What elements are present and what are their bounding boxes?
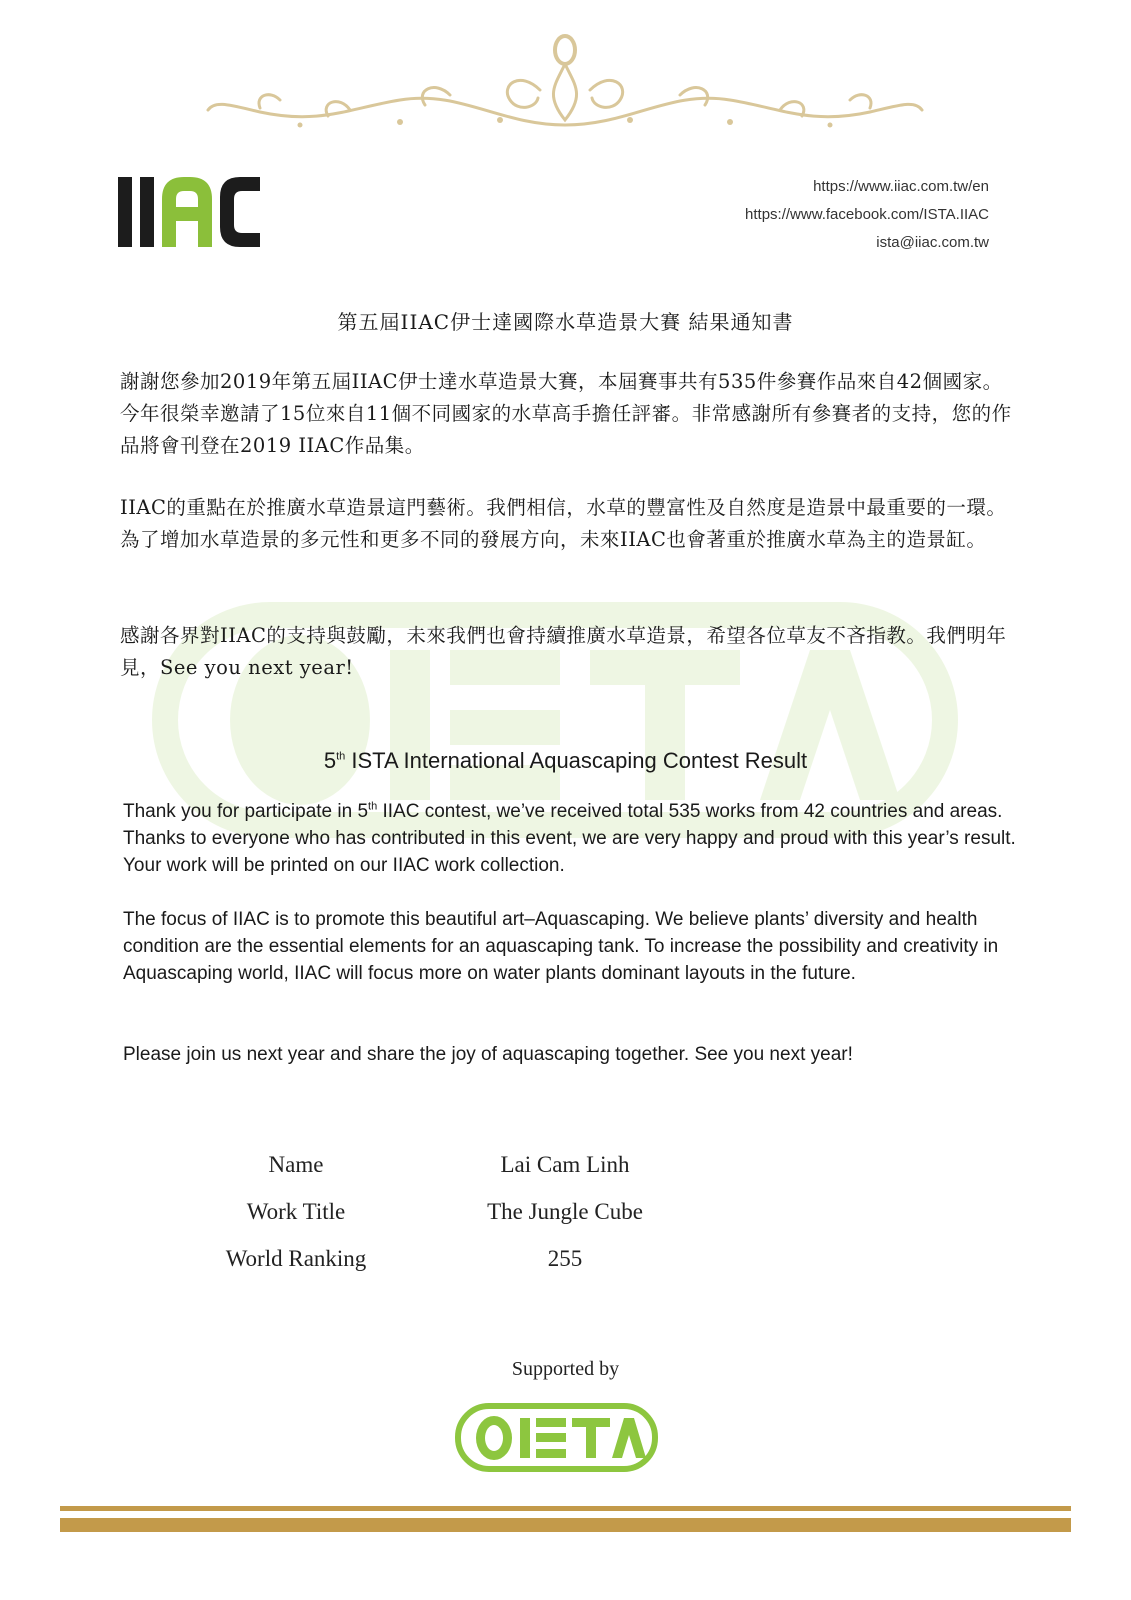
world-ranking-label: World Ranking [225,1246,367,1271]
ista-logo [454,1400,659,1475]
ordinal-suffix: th [368,800,378,813]
english-paragraph [123,798,1023,879]
work-title-value: The Jungle Cube [487,1199,643,1224]
supported-by-label: Supported by [511,1358,620,1380]
gold-ornament [200,30,930,150]
title-ordinal-suffix: th [336,750,346,763]
facebook-link[interactable]: https://www.facebook.com/ISTA.IIAC [745,206,989,223]
iiac-logo [118,175,263,250]
name-value: Lai Cam Linh [500,1152,630,1177]
name-label: Name [268,1152,324,1177]
chinese-paragraph: 感謝各界對IIAC的支持與鼓勵，未來我們也會持續推廣水草造景，希望各位草友不吝指教。我們明年見，See you next year! [120,624,1007,679]
website-link[interactable]: https://www.iiac.com.tw/en [813,178,989,195]
gold-footer-bar [60,1518,1071,1532]
chinese-paragraph: 謝謝您參加2019年第五屆IIAC伊士達水草造景大賽，本屆賽事共有535件參賽作品來自42個國家。今年很榮幸邀請了15位來自11個不同國家的水草高手擔任評審。非常感謝所有參賽者的支持，您的作品將會刊登在2019 IIAC作品集。 [120,370,1012,457]
work-title-label: Work Title [246,1199,346,1224]
title-ordinal-number: 5 [323,748,337,773]
world-ranking-value: 255 [547,1246,583,1271]
chinese-paragraph: IIAC的重點在於推廣水草造景這門藝術。我們相信，水草的豐富性及自然度是造景中最重要的一環。為了增加水草造景的多元性和更多不同的發展方向，未來IIAC也會著重於推廣水草為主的造景缸。 [120,496,1007,551]
title-text: ISTA International Aquascaping Contest Result [345,748,808,773]
paragraph-text: IIAC contest, we’ve received total 535 works from 42 countries and areas. Thanks to everyone who has contributed in this event, we are very happy and proud with this year’s result. Your work will be printed on our IIAC work collection. [123,801,1016,876]
english-title [0,748,1131,774]
email-link[interactable]: ista@iiac.com.tw [876,234,989,251]
gold-divider [60,1506,1071,1511]
english-paragraph: The focus of IIAC is to promote this beautiful art–Aquascaping. We believe plants’ diversity and health condition are the essential elements for an aquascaping tank. To increase the possibility and creativity in Aquascaping world, IIAC will focus more on water plants dominant layouts in the future. [123,909,999,984]
paragraph-text: Thank you for participate in 5 [123,801,369,822]
english-paragraph: Please join us next year and share the joy of aquascaping together. See you next year! [123,1044,853,1065]
chinese-title: 第五屆IIAC伊士達國際水草造景大賽 結果通知書 [337,310,794,334]
